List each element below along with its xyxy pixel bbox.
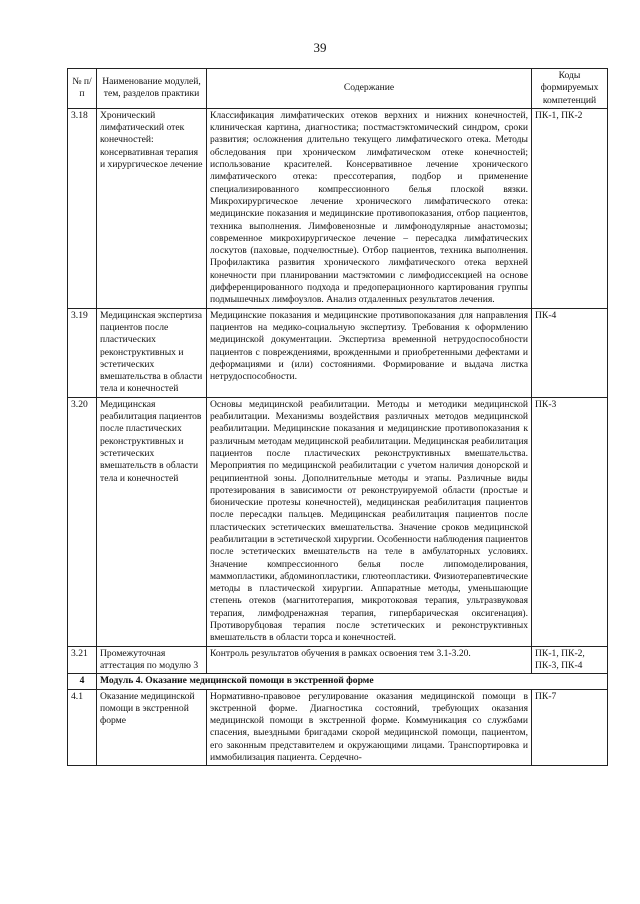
header-codes: Коды формируемых компетенций: [532, 69, 608, 109]
table-row: [68, 646, 608, 674]
row-number: 3.18: [68, 108, 97, 308]
table-header-row: [68, 69, 608, 109]
table-row: [68, 308, 608, 397]
topic-name: Медицинская реабилитация пациентов после пластических реконструктивных и эстетических вмешательств в области тела и конечностей: [97, 397, 207, 646]
competency-codes: ПК-7: [532, 689, 608, 766]
competency-codes: ПК-4: [532, 308, 608, 397]
page-number: 39: [313, 40, 327, 55]
topic-content: Основы медицинской реабилитации. Методы и методики медицинской реабилитации. Механизмы воздействия различных методов медицинской реабилитации. Медицинские показания и медицинские противопоказания к различным методам медицинской реабилитации. Медицинская реабилитация пациентов после пластических реконструктивных вмешательства. Мероприятия по медицинской реабилитации с учетом наличия донорской и реципиентной зоны. Дополнительные методы и этапы. Различные виды протезирования в зависимости от реконструируемой области (простые и бионические протезы конечностей), медицинская реабилитация пациентов после пересадки пальцев. Медицинская реабилитация пациентов после пластических эстетических вмешательства. Значение сроков медицинской реабилитации в эстетической хирургии. Особенности наблюдения пациентов после эстетических вмешательств на теле в амбулаторных условиях. Значение компрессионного белья после липомоделирования, маммопластики, абдоминопластики, глютеопластики. Физиотерапевтические методы в пластической хирургии. Аппаратные методы, уменьшающие степень отеков (магнитотерапия, микротоковая терапия, ультразвуковая терапия, лимфодренажная терапия, гипербарическая оксигенация). Противорубцовая терапия после эстетических и реконструктивных вмешательств в области торса и конечностей.: [207, 397, 532, 646]
row-number: 3.21: [68, 646, 97, 674]
topic-name: Хронический лимфатический отек конечностей: консервативная терапия и хирургическое лечение: [97, 108, 207, 308]
topic-content: Медицинские показания и медицинские противопоказания для направления пациентов на медико-социальную экспертизу. Требования к оформлению медицинской документации. Экспертиза временной нетрудоспособности пациентов с повреждениями, врожденными и приобретенными дефектами и деформациями и (или) состояниями. Формирование и выдача листка нетрудоспособности.: [207, 308, 532, 397]
header-num: № п/п: [68, 69, 97, 109]
competency-codes: ПК-1, ПК-2: [532, 108, 608, 308]
module-title: Модуль 4. Оказание медицинской помощи в экстренной форме: [97, 674, 608, 689]
topic-content: Классификация лимфатических отеков верхних и нижних конечностей, клиническая картина, диагностика; постмастэктомический синдром, сроки развития; осложнения длительно текущего лимфатического отека. Методы обследования при хроническом лимфатическом отеке конечностей; использование красителей. Консервативное лечение хронического лимфатического отека: прессотерапия, подбор и применение специализированного компрессионного белья плоской вязки. Микрохирургическое лечение хронического лимфатического отека: медицинские показания и медицинские противопоказания, отбор пациентов, техника выполнения. Лимфовенозные и лимфонодулярные анастомозы; современное микрохирургическое лечение – пересадка лимфатических лоскутов (паховые, подчелюстные). Отбор пациентов, техника выполнения. Профилактика развития хронического лимфатического отека верхней конечности при планировании мастэктомии с лимфодиссекцией на основе дифференцированного подхода и предоперационного картирования группы подмышечных лимфоузлов. Анализ отдаленных результатов лечения.: [207, 108, 532, 308]
table-row: [68, 689, 608, 766]
topic-content: Контроль результатов обучения в рамках освоения тем 3.1-3.20.: [207, 646, 532, 674]
row-number: 3.20: [68, 397, 97, 646]
topic-name: Промежуточная аттестация по модулю 3: [97, 646, 207, 674]
competency-codes: ПК-3: [532, 397, 608, 646]
table-row: [68, 397, 608, 646]
table-row: [68, 108, 608, 308]
topic-content: Нормативно-правовое регулирование оказания медицинской помощи в экстренной форме. Диагностика состояний, требующих оказания медицинской помощи в экстренной форме. Коммуникация со службами спасения, выездными бригадами скорой медицинской помощи, пациентом, его законным представителем и окружающими лицами. Транспортировка и иммобилизация пациента. Сердечно-: [207, 689, 532, 766]
curriculum-table: [67, 68, 608, 766]
header-content: Содержание: [207, 69, 532, 109]
header-name: Наименование модулей, тем, разделов практики: [97, 69, 207, 109]
row-number: 4.1: [68, 689, 97, 766]
topic-name: Оказание медицинской помощи в экстренной форме: [97, 689, 207, 766]
module-number: 4: [68, 674, 97, 689]
topic-name: Медицинская экспертиза пациентов после пластических реконструктивных и эстетических вмешательства в области тела и конечностей: [97, 308, 207, 397]
module-header-row: [68, 674, 608, 689]
row-number: 3.19: [68, 308, 97, 397]
competency-codes: ПК-1, ПК-2, ПК-3, ПК-4: [532, 646, 608, 674]
